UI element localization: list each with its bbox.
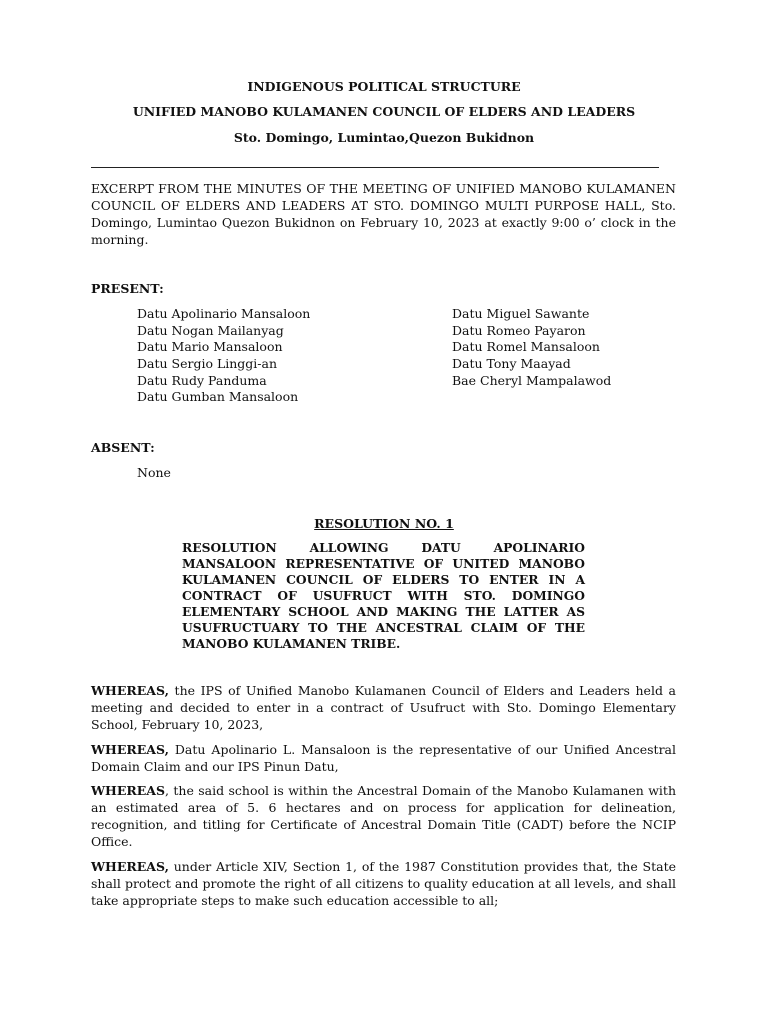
- attendee: Datu Mario Mansaloon: [137, 339, 283, 355]
- whereas-text: Datu Apolinario L. Mansaloon is the representative of our Unified Ancestral Domain Claim and our IPS Pinun Datu,: [91, 742, 676, 774]
- whereas-keyword: WHEREAS,: [91, 683, 169, 698]
- attendee: Datu Apolinario Mansaloon: [137, 306, 311, 321]
- attendee: Datu Rudy Panduma: [137, 372, 267, 388]
- present-list-right: [452, 305, 611, 388]
- absent-value: None: [137, 465, 171, 480]
- header-divider: [91, 167, 659, 168]
- council-address: Sto. Domingo, Lumintao,Quezon Bukidnon: [233, 130, 535, 145]
- whereas-clause-4: [91, 858, 676, 909]
- attendee: Datu Nogan Mailanyag: [137, 322, 284, 338]
- whereas-keyword: WHEREAS,: [91, 859, 169, 874]
- present-label: PRESENT:: [91, 281, 164, 296]
- document-title: INDIGENOUS POLITICAL STRUCTURE: [247, 79, 521, 94]
- whereas-text: the IPS of Unified Manobo Kulamanen Council of Elders and Leaders held a meeting and decided to enter in a contract of Usufruct with Sto. Domingo Elementary School, February 10, 2023,: [91, 683, 676, 732]
- whereas-clause-2: [91, 741, 676, 775]
- whereas-text: under Article XIV, Section 1, of the 1987 Constitution provides that, the State shall protect and promote the right of all citizens to quality education at all levels, and shall take appropriate steps to make such education accessible to all;: [91, 859, 676, 908]
- whereas-keyword: WHEREAS,: [91, 742, 169, 757]
- present-list-left: [137, 305, 310, 405]
- whereas-clause-1: [91, 682, 676, 733]
- whereas-text: , the said school is within the Ancestral Domain of the Manobo Kulamanen with an estimated area of 5. 6 hectares and on process for application for delineation, recognition, and titling for Certificate of Ancestral Domain Title (CADT) before the NCIP Office.: [91, 783, 676, 849]
- whereas-clause-3: [91, 782, 676, 850]
- resolution-title: RESOLUTION NO. 1: [314, 516, 454, 531]
- attendee: Datu Tony Maayad: [452, 356, 571, 372]
- absent-label: ABSENT:: [91, 440, 155, 455]
- minutes-excerpt: EXCERPT FROM THE MINUTES OF THE MEETING OF UNIFIED MANOBO KULAMANEN COUNCIL OF ELDERS AND LEADERS AT STO. DOMINGO MULTI PURPOSE HALL, Sto. Domingo, Lumintao Quezon Bukidnon on February 10, 2023 at exactly 9:00 o’ clock in the morning.: [91, 181, 676, 247]
- council-name: UNIFIED MANOBO KULAMANEN COUNCIL OF ELDERS AND LEADERS: [132, 104, 636, 119]
- attendee: Bae Cheryl Mampalawod: [452, 372, 612, 388]
- whereas-keyword: WHEREAS: [91, 783, 166, 798]
- attendee: Datu Romel Mansaloon: [452, 339, 600, 355]
- attendee: Datu Gumban Mansaloon: [137, 389, 299, 405]
- attendee: Datu Sergio Linggi-an: [137, 356, 278, 372]
- attendee: Datu Miguel Sawante: [452, 306, 590, 321]
- attendee: Datu Romeo Payaron: [452, 322, 586, 338]
- resolution-body: RESOLUTION ALLOWING DATU APOLINARIO MANSALOON REPRESENTATIVE OF UNITED MANOBO KULAMANEN COUNCIL OF ELDERS TO ENTER IN A CONTRACT OF USUFRUCT WITH STO. DOMINGO ELEMENTARY SCHOOL AND MAKING THE LATTER AS USUFRUCTUARY TO THE ANCESTRAL CLAIM OF THE MANOBO KULAMANEN TRIBE.: [182, 540, 585, 651]
